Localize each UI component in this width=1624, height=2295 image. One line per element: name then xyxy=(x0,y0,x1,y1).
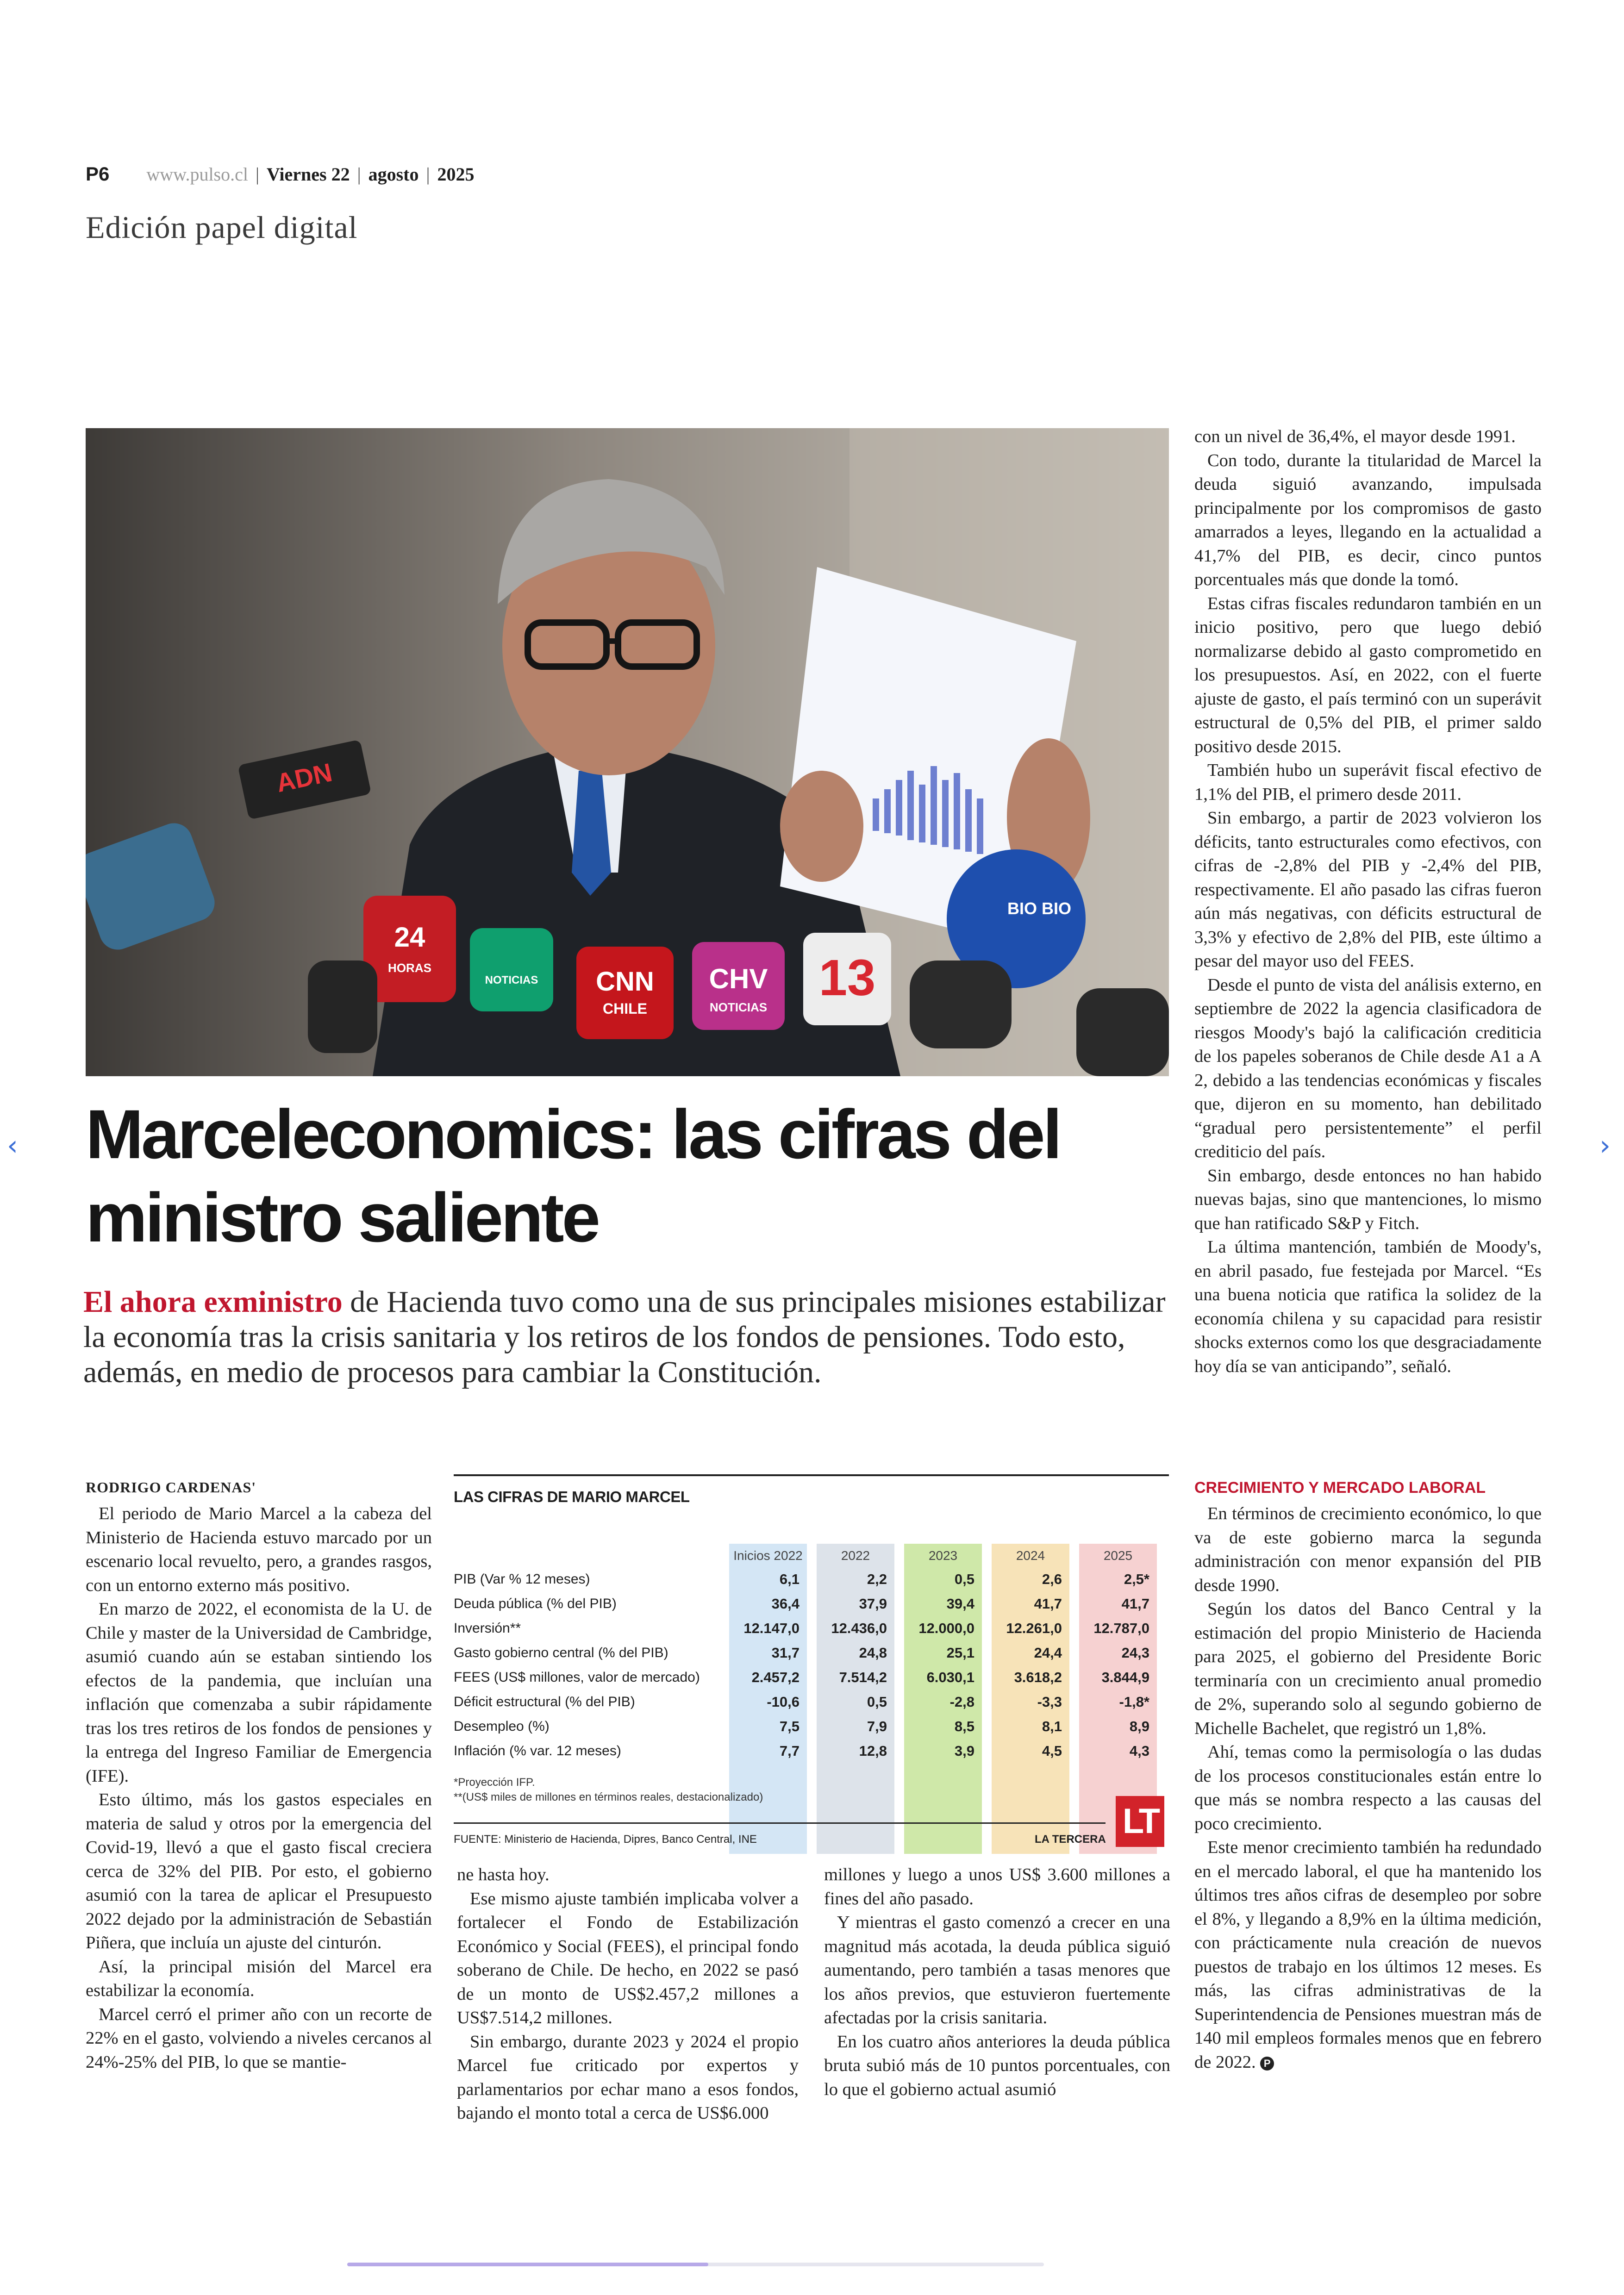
cell-value: 36,4 xyxy=(771,1596,800,1612)
table-title: LAS CIFRAS DE MARIO MARCEL xyxy=(454,1488,690,1505)
paragraph: ne hasta hoy. xyxy=(457,1865,550,1884)
year-header: 2022 xyxy=(841,1548,870,1563)
paragraph: La última mantención, también de Moody's, en abril pasado, fue festejada por Marcel. “Es una buena noticia que ratifica la solidez de la economía chilena y su capacidad para resistir shocks externos como los que desgraciadamente hoy día se van anticipando”, señaló. xyxy=(1194,1237,1542,1376)
row-label: Déficit estructural (% del PIB) xyxy=(454,1694,635,1709)
table-row xyxy=(454,1640,1162,1665)
row-label: Deuda pública (% del PIB) xyxy=(454,1596,617,1611)
table-row xyxy=(454,1616,1162,1640)
paragraph: Sin embargo, a partir de 2023 volvieron los déficits, tanto estructurales como efectivos, con cifras de -2,8% del PIB y -2,4% del PIB, respectivamente. El año pasado las cifras fueron aún más negativas, con déficits estructural de 3,3% y efectivo de 2,8% del PIB, este último a pesar del mayor uso del FEES. xyxy=(1194,808,1542,971)
paragraph: El periodo de Mario Marcel a la cabeza del Ministerio de Hacienda estuvo marcado por un escenario local revuelto, pero, a grandes rasgos, con un entorno externo más positivo. xyxy=(86,1504,432,1595)
cell-value: 12,8 xyxy=(859,1743,887,1759)
cell-value: 3.844,9 xyxy=(1101,1669,1149,1685)
site-url[interactable]: www.pulso.cl xyxy=(146,164,248,185)
table-row xyxy=(454,1690,1162,1714)
cell-value: 2.457,2 xyxy=(751,1669,800,1685)
cell-value: 39,4 xyxy=(946,1596,974,1612)
cell-value: 41,7 xyxy=(1121,1596,1149,1612)
scrollbar-thumb[interactable] xyxy=(347,2263,708,2266)
end-mark-icon: P xyxy=(1260,2057,1274,2070)
svg-text:CNN: CNN xyxy=(596,967,654,997)
cell-value: 7,5 xyxy=(779,1718,800,1734)
lead-kicker: El ahora exministro xyxy=(83,1285,343,1319)
date-day: Viernes 22 xyxy=(267,164,350,185)
body-column-4-continued xyxy=(1194,1502,1542,2074)
cell-value: -1,8* xyxy=(1119,1694,1149,1710)
previous-page-arrow-icon[interactable]: ‹ xyxy=(7,1129,18,1162)
svg-text:CHV: CHV xyxy=(709,963,768,994)
cell-value: 12.261,0 xyxy=(1006,1620,1062,1636)
cell-value: 4,3 xyxy=(1129,1743,1149,1759)
cell-value: 0,5 xyxy=(867,1694,887,1710)
svg-text:NOTICIAS: NOTICIAS xyxy=(709,1000,768,1014)
cell-value: 37,9 xyxy=(859,1596,887,1612)
cell-value: 3,9 xyxy=(954,1743,974,1759)
cell-value: 24,3 xyxy=(1121,1645,1149,1661)
cell-value: 2,6 xyxy=(1042,1571,1062,1587)
svg-text:HORAS: HORAS xyxy=(388,961,431,975)
date-year: 2025 xyxy=(437,164,475,185)
article-photo xyxy=(86,428,1169,1076)
body-column-2 xyxy=(457,1863,799,2126)
paragraph: Así, la principal misión del Marcel era estabilizar la economía. xyxy=(86,1957,432,2000)
cell-value: 8,9 xyxy=(1129,1718,1149,1734)
figures-table xyxy=(454,1474,1174,1858)
page-number: P6 xyxy=(86,163,110,185)
article-lead xyxy=(83,1285,1176,1390)
paragraph: En los cuatro años anteriores la deuda pública bruta subió más de 10 puntos porcentuales, con lo que el gobierno actual asumió xyxy=(824,2032,1170,2099)
body-column-1 xyxy=(86,1502,432,2074)
row-label: Inversión** xyxy=(454,1621,521,1636)
cell-value: 7.514,2 xyxy=(839,1669,887,1685)
byline: RODRIGO CARDENAS' xyxy=(86,1479,256,1496)
page-header: P6 www.pulso.cl | Viernes 22 | agosto | 2025 xyxy=(86,163,475,185)
row-label: PIB (Var % 12 meses) xyxy=(454,1572,590,1587)
cell-value: 6.030,1 xyxy=(926,1669,974,1685)
page-scrollbar[interactable] xyxy=(347,2263,1044,2266)
year-header: Inicios 2022 xyxy=(733,1548,803,1563)
cell-value: 7,9 xyxy=(867,1718,887,1734)
table-notes xyxy=(454,1775,763,1805)
cell-value: -2,8 xyxy=(949,1694,974,1710)
table-row xyxy=(454,1714,1162,1739)
la-tercera-logo: LT xyxy=(1116,1796,1164,1847)
table-note: *Proyección IFP. xyxy=(454,1776,535,1789)
svg-text:13: 13 xyxy=(818,949,876,1006)
cell-value: 12.436,0 xyxy=(831,1620,887,1636)
svg-text:24: 24 xyxy=(394,922,425,953)
row-label: FEES (US$ millones, valor de mercado) xyxy=(454,1670,700,1685)
cell-value: 24,4 xyxy=(1034,1645,1062,1661)
row-label: Gasto gobierno central (% del PIB) xyxy=(454,1645,668,1660)
table-source: FUENTE: Ministerio de Hacienda, Dipres, Banco Central, INE xyxy=(454,1833,757,1846)
paragraph: millones y luego a unos US$ 3.600 millones a fines del año pasado. xyxy=(824,1865,1170,1908)
table-row xyxy=(454,1591,1162,1616)
paragraph: Sin embargo, durante 2023 y 2024 el propio Marcel fue criticado por expertos y parlamentarios por echar mano a esos fondos, bajando el monto total a cerca de US$6.000 xyxy=(457,2032,799,2123)
cell-value: 12.787,0 xyxy=(1093,1620,1149,1636)
cell-value: 12.000,0 xyxy=(918,1620,974,1636)
cell-value: 25,1 xyxy=(946,1645,974,1661)
paragraph: Marcel cerró el primer año con un recorte de 22% en el gasto, volviendo a niveles cercanos al 24%-25% del PIB, lo que se mantie- xyxy=(86,2004,432,2072)
date-month: agosto xyxy=(368,164,419,185)
paragraph: También hubo un superávit fiscal efectivo de 1,1% del PIB, el primero desde 2011. xyxy=(1194,761,1542,804)
body-column-4 xyxy=(1194,425,1542,1378)
paragraph: con un nivel de 36,4%, el mayor desde 1991. xyxy=(1194,427,1516,446)
row-label: Inflación (% var. 12 meses) xyxy=(454,1743,621,1759)
year-header: 2024 xyxy=(1016,1548,1045,1563)
paragraph: Según los datos del Banco Central y la estimación del propio Ministerio de Hacienda para 2025, el gobierno del Presidente Boric terminaría con un crecimiento anual promedio de 2%, superando solo al segundo gobierno de Michelle Bachelet, que registró un 1,8%. xyxy=(1194,1599,1542,1738)
svg-text:BIO BIO: BIO BIO xyxy=(1007,899,1072,918)
cell-value: 2,5* xyxy=(1124,1571,1149,1587)
cell-value: 7,7 xyxy=(779,1743,800,1759)
svg-text:NOTICIAS: NOTICIAS xyxy=(485,974,538,986)
paragraph: Ahí, temas como la permisología o las dudas de los procesos constitucionales están entre lo que más se nombra respecto a las causas del poco crecimiento. xyxy=(1194,1742,1542,1834)
cell-value: 2,2 xyxy=(867,1571,887,1587)
cell-value: -10,6 xyxy=(767,1694,800,1710)
cell-value: 12.147,0 xyxy=(743,1620,800,1636)
cell-value: 41,7 xyxy=(1034,1596,1062,1612)
cell-value: 0,5 xyxy=(954,1571,974,1587)
paragraph xyxy=(1194,1836,1542,2074)
edition-label: Edición papel digital xyxy=(86,210,358,245)
row-label: Desempleo (%) xyxy=(454,1719,550,1734)
cell-value: 8,5 xyxy=(954,1718,974,1734)
body-column-3 xyxy=(824,1863,1170,2102)
cell-value: 4,5 xyxy=(1042,1743,1062,1759)
cell-value: 6,1 xyxy=(779,1571,800,1587)
paragraph: En términos de crecimiento económico, lo que va de este gobierno marca la segunda administración con menor expansión del PIB desde 1990. xyxy=(1194,1504,1542,1595)
cell-value: 8,1 xyxy=(1042,1718,1062,1734)
paragraph: Y mientras el gasto comenzó a crecer en una magnitud más acotada, la deuda pública siguió aumentando, pero también a tasas menores que los años previos, que estuvieron fuertemente afectadas por la crisis sanitaria. xyxy=(824,1913,1170,2027)
next-page-arrow-icon[interactable]: › xyxy=(1599,1129,1611,1162)
table-note: **(US$ miles de millones en términos reales, destacionalizado) xyxy=(454,1791,763,1803)
paragraph: Con todo, durante la titularidad de Marcel la deuda siguió avanzando, impulsada principalmente por los compromisos de gasto amarrados a leyes, llegando en la actualidad a 41,7% del PIB, es decir, cinco puntos porcentuales más que donde la tomó. xyxy=(1194,450,1542,589)
press-conference-illustration xyxy=(86,428,1169,1076)
section-heading: CRECIMIENTO Y MERCADO LABORAL xyxy=(1194,1479,1486,1497)
lead-text: de Hacienda tuvo como una de sus principales misiones estabilizar la economía tras la crisis sanitaria y los retiros de los fondos de pensiones. Todo esto, además, en medio de procesos para cambiar la Constitución. xyxy=(83,1285,1166,1389)
year-header: 2023 xyxy=(928,1548,958,1563)
svg-text:CHILE: CHILE xyxy=(603,1000,647,1017)
table-row xyxy=(454,1665,1162,1690)
mic-adn: ADN xyxy=(273,757,335,798)
year-header: 2025 xyxy=(1103,1548,1133,1563)
cell-value: 31,7 xyxy=(771,1645,800,1661)
paragraph: Esto último, más los gastos especiales en materia de salud y otros por la emergencia del Covid-19, llevó a que el gasto fiscal creciera cerca de 32% del PIB. Por esto, el gobierno asumió con la tarea de aplicar el Presupuesto 2022 dejado por la administración de Sebastián Piñera, que incluía un ajuste del cinturón. xyxy=(86,1790,432,1952)
table-row xyxy=(454,1739,1162,1763)
table-top-rule xyxy=(454,1474,1169,1476)
table-row xyxy=(454,1567,1162,1591)
article-title: Marceleconomics: las cifras del ministro saliente xyxy=(86,1095,1060,1256)
table-bottom-rule xyxy=(454,1822,1106,1824)
paragraph: Sin embargo, desde entonces no han habido nuevas bajas, sino que mantenciones, lo mismo que han ratificado S&P y Fitch. xyxy=(1194,1166,1542,1233)
paragraph: Desde el punto de vista del análisis externo, en septiembre de 2022 la agencia clasificadora de riesgos Moody's bajó la calificación crediticia de los papeles soberanos de Chile desde A1 a A 2, debido a las tendencias económicas y fiscales que, dijeron en su momento, han debilitado “gradual pero persistentemente” el perfil crediticio del país. xyxy=(1194,975,1542,1161)
paragraph: En marzo de 2022, el economista de la U. de Chile y master de la Universidad de Cambridge, asumió cuando aún se estaban sintiendo los efectos de la pandemia, que incluían una inflación que comenzaba a subir rápidamente tras los tres retiros de los fondos de pensiones y la entrega del Ingreso Familiar de Emergencia (IFE). xyxy=(86,1599,432,1786)
paragraph-text: Este menor crecimiento también ha redundado en el mercado laboral, el que ha mantenido los últimos tres años cifras de desempleo por sobre el 8%, y llegando a 8,9% en la última medición, con prácticamente nula creación de nuevos puestos de trabajo en los últimos 12 meses. Es más, las cifras administrativas de la Superintendencia de Pensiones muestran más de 140 mil empleos formales menos que en febrero de 2022. xyxy=(1194,1838,1542,2072)
table-credit: LA TERCERA xyxy=(1035,1833,1106,1846)
paragraph: Ese mismo ajuste también implicaba volver a fortalecer el Fondo de Estabilización Económico y Social (FEES), el principal fondo soberano de Chile. De hecho, en 2022 se pasó de un monto de US$2.457,2 millones a US$7.514,2 millones. xyxy=(457,1889,799,2027)
cell-value: 3.618,2 xyxy=(1014,1669,1062,1685)
cell-value: -3,3 xyxy=(1037,1694,1062,1710)
cell-value: 24,8 xyxy=(859,1645,887,1661)
paragraph: Estas cifras fiscales redundaron también en un inicio positivo, pero que luego debió normalizarse debido al gasto comprometido en los presupuestos. Así, en 2022, con el fuerte ajuste de gasto, el país terminó con un superávit estructural de 0,5% del PIB, el primer saldo positivo desde 2015. xyxy=(1194,593,1542,756)
